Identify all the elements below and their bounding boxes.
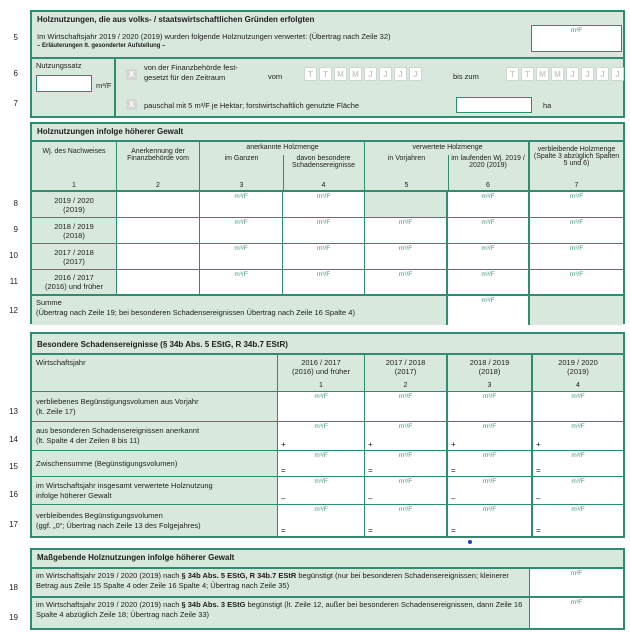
date-from-field[interactable] <box>304 67 422 81</box>
header-im-laufenden-wj: im laufenden Wj. 2019 / 2020 (2019) 6 <box>448 142 530 190</box>
row9-year: 2018 / 2019 (2018) <box>32 218 117 243</box>
nutzungssatz-input[interactable] <box>36 75 92 92</box>
row10-col3-input[interactable]: m³/F <box>200 244 283 269</box>
line-number-16: 16 <box>9 490 18 499</box>
row13-col1-input[interactable]: m³/F <box>278 392 365 421</box>
nutzungssatz-unit: m³/F <box>96 81 112 90</box>
date-box-J[interactable]: J <box>566 67 579 81</box>
row15-col3-input[interactable]: m³/F = <box>448 451 533 476</box>
row16-col4-input[interactable]: m³/F – <box>533 477 623 504</box>
row14-col2-input[interactable]: m³/F + <box>365 422 448 450</box>
section1-title: Holznutzungen, die aus volks- / staatswirtschaftlichen Gründen erfolgten <box>37 15 315 24</box>
date-box-T[interactable]: T <box>319 67 332 81</box>
date-box-T[interactable]: T <box>521 67 534 81</box>
table1-row-12 <box>32 296 623 325</box>
row8-col6-input[interactable]: m³/F <box>448 192 530 217</box>
option2-text: pauschal mit 5 m³/F je Hektar; forstwirtschaftlich genutzte Fläche <box>144 101 360 110</box>
header-davon-besondere: davon besondere Schadensereignisse 4 <box>283 142 365 190</box>
date-box-M[interactable]: M <box>349 67 362 81</box>
table2-title: Besondere Schadensereignisse (§ 34b Abs. 5 EStG, R 34b.7 EStR) <box>32 334 623 355</box>
row8-col7-input[interactable]: m³/F <box>530 192 623 217</box>
row-18 <box>32 569 623 598</box>
date-box-T[interactable]: T <box>506 67 519 81</box>
date-to-field[interactable] <box>506 67 624 81</box>
header-2018-2019: 2018 / 2019 (2018) 3 <box>448 355 533 391</box>
date-box-J[interactable]: J <box>364 67 377 81</box>
row15-col2-input[interactable]: m³/F = <box>365 451 448 476</box>
line5-note: – Erläuterungen lt. gesonderter Aufstellung – <box>37 42 166 49</box>
table1-row-9 <box>32 218 623 244</box>
option2-checkbox[interactable]: X <box>126 99 137 110</box>
row8-col3-input[interactable]: m³/F <box>200 192 283 217</box>
table2-row-17 <box>32 505 623 536</box>
flaeche-input[interactable] <box>456 97 532 113</box>
row15-col1-input[interactable]: m³/F = <box>278 451 365 476</box>
row10-year: 2017 / 2018 (2017) <box>32 244 117 269</box>
bis-zum-label: bis zum <box>453 72 479 81</box>
line-number-13: 13 <box>9 407 18 416</box>
line-number-5: 5 <box>13 33 18 42</box>
row9-col7-input[interactable]: m³/F <box>530 218 623 243</box>
row17-col3-input[interactable]: m³/F = <box>448 505 533 536</box>
vom-label: vom <box>268 72 283 81</box>
header-anerkennung: Anerkennung der Finanzbehörde vom 2 <box>117 142 200 190</box>
row13-col2-input[interactable]: m³/F <box>365 392 448 421</box>
row14-label: aus besonderen Schadensereignissen anerkannt (lt. Spalte 4 der Zeilen 8 bis 11) <box>32 422 278 450</box>
date-box-J[interactable]: J <box>409 67 422 81</box>
option1-checkbox[interactable]: X <box>126 69 137 80</box>
row8-year: 2019 / 2020 (2019) <box>32 192 117 217</box>
row11-year: 2016 / 2017 (2016) und früher <box>32 270 117 294</box>
row11-col7-input[interactable]: m³/F <box>530 270 623 294</box>
header-group-anerkannte: anerkannte Holzmenge <box>246 144 319 151</box>
date-box-M[interactable]: M <box>551 67 564 81</box>
row17-col2-input[interactable]: m³/F = <box>365 505 448 536</box>
row9-col5-input[interactable]: m³/F <box>365 218 448 243</box>
date-box-T[interactable]: T <box>304 67 317 81</box>
ha-label: ha <box>543 101 552 110</box>
line-number-18: 18 <box>9 583 18 592</box>
line-number-17: 17 <box>9 520 18 529</box>
row8-anerkennung-input[interactable] <box>117 192 200 217</box>
section-volkswirtschaftliche-gruende <box>30 10 625 118</box>
table2-row-15 <box>32 451 623 477</box>
table2-row-16 <box>32 477 623 505</box>
line-number-11: 11 <box>9 277 18 286</box>
header-wj-des-nachweises: Wj. des Nachweises 1 <box>32 142 117 190</box>
row14-col4-input[interactable]: m³/F + <box>533 422 623 450</box>
line-number-12: 12 <box>9 306 18 315</box>
row11-anerkennung-input[interactable] <box>117 270 200 294</box>
header-2016-2017: 2016 / 2017 (2016) und früher 1 <box>278 355 365 391</box>
header-in-vorjahren: in Vorjahren 5 <box>387 155 426 189</box>
row15-label: Zwischensumme (Begünstigungsvolumen) <box>32 451 278 476</box>
table1-row-8 <box>32 192 623 218</box>
row17-col4-input[interactable]: m³/F = <box>533 505 623 536</box>
row10-col5-input[interactable]: m³/F <box>365 244 448 269</box>
summe-col6-input[interactable]: m³/F <box>448 296 530 325</box>
row17-col1-input[interactable]: m³/F = <box>278 505 365 536</box>
date-box-M[interactable]: M <box>536 67 549 81</box>
section-besondere-schadensereignisse <box>30 332 625 538</box>
summe-label: Summe (Übertrag nach Zeile 19; bei besonderen Schadensereignissen Übertrag nach Zeile 16 Spalte 4) <box>32 296 448 325</box>
table1-header <box>32 142 623 192</box>
row16-label: im Wirtschaftsjahr insgesamt verwertete Holznutzung infolge höherer Gewalt <box>32 477 278 504</box>
row10-anerkennung-input[interactable] <box>117 244 200 269</box>
header-verbleibende-holzmenge: verbleibende Holzmenge (Spalte 3 abzüglich Spalten 5 und 6) 7 <box>533 146 620 189</box>
header-group-verwertete: verwertete Holzmenge <box>412 144 483 151</box>
row13-col4-input[interactable]: m³/F <box>533 392 623 421</box>
row14-col1-input[interactable]: m³/F + <box>278 422 365 450</box>
summe-col7-blocked <box>530 296 623 325</box>
header-divider <box>283 155 284 190</box>
date-box-J[interactable]: J <box>596 67 609 81</box>
row16-col2-input[interactable]: m³/F – <box>365 477 448 504</box>
nutzungssatz-options <box>118 59 623 116</box>
date-box-J[interactable]: J <box>581 67 594 81</box>
header-divider <box>448 155 449 190</box>
line5-unit-label: m³F <box>570 27 583 34</box>
row13-label: verbliebenes Begünstigungsvolumen aus Vorjahr (lt. Zeile 17) <box>32 392 278 421</box>
table2-row-14 <box>32 422 623 451</box>
line-number-19: 19 <box>9 613 18 622</box>
table2-header <box>32 355 623 392</box>
date-box-J[interactable]: J <box>611 67 624 81</box>
row18-amount-field[interactable]: m³F <box>530 569 623 596</box>
row16-col1-input[interactable]: m³/F – <box>278 477 365 504</box>
row11-col5-input[interactable]: m³/F <box>365 270 448 294</box>
stray-dot <box>468 540 472 544</box>
nutzungssatz-cell <box>32 59 116 116</box>
table2-row-13 <box>32 392 623 422</box>
table1-row-10 <box>32 244 623 270</box>
section-massgebende-holznutzungen <box>30 548 625 630</box>
row8-col4-input[interactable]: m³/F <box>283 192 365 217</box>
row14-col3-input[interactable]: m³/F + <box>448 422 533 450</box>
row8-col5-blocked <box>365 192 448 217</box>
row9-col3-input[interactable]: m³/F <box>200 218 283 243</box>
row11-col3-input[interactable]: m³/F <box>200 270 283 294</box>
row18-label: im Wirtschaftsjahr 2019 / 2020 (2019) nach § 34b Abs. 5 EStG, R 34b.7 EStR begünstigt (nur bei besonderen Schadensereignissen; kleinerer Betrag aus Zeile 15 Spalte 4 oder Zeile 16 Spalte 4; Übertrag nach Zeile 35) <box>32 569 530 596</box>
header-2019-2020: 2019 / 2020 (2019) 4 <box>558 358 598 390</box>
section4-title: Maßgebende Holznutzungen infolge höherer Gewalt <box>32 550 623 569</box>
option1-text: von der Finanzbehörde fest- gesetzt für den Zeitraum <box>144 63 238 83</box>
row-19 <box>32 598 623 628</box>
line-number-8: 8 <box>13 199 18 208</box>
row19-label: im Wirtschaftsjahr 2019 / 2020 (2019) nach § 34b Abs. 3 EStG begünstigt (lt. Zeile 12, außer bei besonderen Schadensereignissen, dann Zeile 16 Spalte 4 abzüglich Zeile 18; Übertrag nach Zeile 33) <box>32 598 530 628</box>
row11-col6-input[interactable]: m³/F <box>448 270 530 294</box>
row10-col6-input[interactable]: m³/F <box>448 244 530 269</box>
line-number-6: 6 <box>13 69 18 78</box>
row19-amount-field[interactable]: m³F <box>530 598 623 628</box>
line-number-7: 7 <box>13 99 18 108</box>
nutzungssatz-label: Nutzungssatz <box>36 61 82 70</box>
row10-col4-input[interactable]: m³/F <box>283 244 365 269</box>
date-box-M[interactable]: M <box>334 67 347 81</box>
row13-col3-input[interactable]: m³/F <box>448 392 533 421</box>
row15-col4-input[interactable]: m³/F = <box>533 451 623 476</box>
table1-title: Holznutzungen infolge höherer Gewalt <box>32 124 623 142</box>
line-number-14: 14 <box>9 435 18 444</box>
header-wirtschaftsjahr: Wirtschaftsjahr <box>32 355 278 391</box>
table1-row-11 <box>32 270 623 296</box>
row9-col4-input[interactable]: m³/F <box>283 218 365 243</box>
row16-col3-input[interactable]: m³/F – <box>448 477 533 504</box>
line5-amount-field[interactable] <box>531 25 622 52</box>
line5-text-block <box>37 32 507 51</box>
row11-col4-input[interactable]: m³/F <box>283 270 365 294</box>
row9-col6-input[interactable]: m³/F <box>448 218 530 243</box>
row17-label: verbleibendes Begünstigungsvolumen (ggf. „0“; Übertrag nach Zeile 13 des Folgejahres) <box>32 505 278 536</box>
line-number-15: 15 <box>9 462 18 471</box>
row9-anerkennung-input[interactable] <box>117 218 200 243</box>
row10-col7-input[interactable]: m³/F <box>530 244 623 269</box>
header-im-ganzen: im Ganzen 3 <box>224 155 259 189</box>
section-hoehere-gewalt <box>30 122 625 324</box>
line-number-10: 10 <box>9 251 18 260</box>
header-2017-2018: 2017 / 2018 (2017) 2 <box>365 355 448 391</box>
date-box-J[interactable]: J <box>394 67 407 81</box>
line-number-9: 9 <box>13 225 18 234</box>
line5-text: Im Wirtschaftsjahr 2019 / 2020 (2019) wurden folgende Holznutzungen verwertet: (Übertrag nach Zeile 32) <box>37 32 391 41</box>
date-box-J[interactable]: J <box>379 67 392 81</box>
